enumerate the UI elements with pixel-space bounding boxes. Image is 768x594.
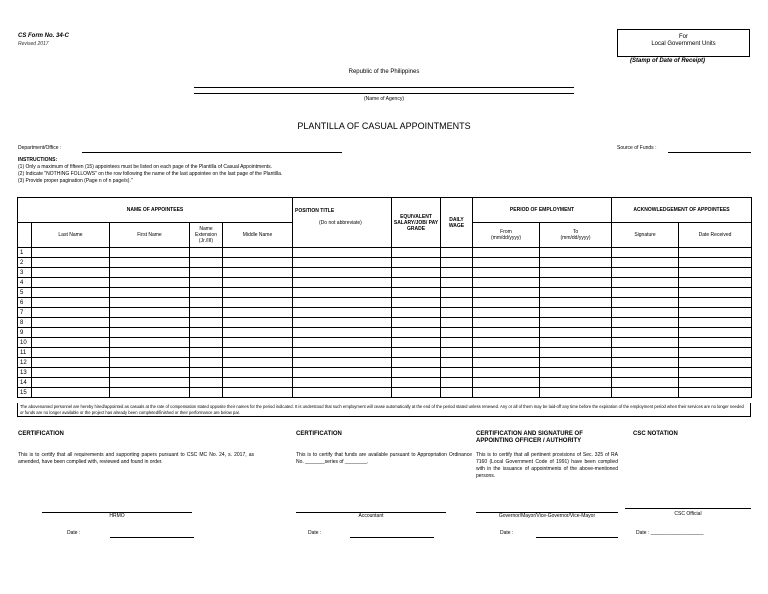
table-cell[interactable] [612,258,679,268]
table-cell[interactable] [392,328,441,338]
table-cell[interactable] [612,248,679,258]
table-cell[interactable] [190,248,223,258]
table-cell[interactable] [190,358,223,368]
first-name-header: First Name [110,223,190,248]
to-label: To [572,229,579,235]
table-cell[interactable] [540,268,612,278]
table-cell[interactable] [679,378,752,388]
table-cell[interactable] [190,348,223,358]
row-number: 13 [18,368,32,378]
table-cell[interactable] [473,248,540,258]
table-cell[interactable] [540,358,612,368]
row-number: 14 [18,378,32,388]
row-number: 9 [18,328,32,338]
cert-accountant-title: CERTIFICATION [296,431,342,437]
table-cell[interactable] [110,258,190,268]
table-cell[interactable] [32,248,110,258]
position-note: (Do not abbreviate) [319,220,362,226]
table-cell[interactable] [540,308,612,318]
row-number: 6 [18,298,32,308]
hrmo-label: HRMO [109,513,125,519]
table-cell[interactable] [441,288,473,298]
table-cell[interactable] [392,308,441,318]
table-cell[interactable] [679,298,752,308]
table-cell[interactable] [679,308,752,318]
table-cell[interactable] [223,268,293,278]
table-row [18,378,752,388]
department-label: Department/Office : [18,145,62,151]
table-cell[interactable] [293,258,392,268]
row-number: 4 [18,278,32,288]
table-cell[interactable] [679,318,752,328]
table-cell[interactable] [190,268,223,278]
lgu-box-line2: Local Government Units [651,41,716,47]
table-cell[interactable] [190,298,223,308]
table-cell[interactable] [441,388,473,398]
appointing-date-label: Date : [500,530,514,536]
table-cell[interactable] [32,298,110,308]
table-cell[interactable] [473,308,540,318]
row-number: 2 [18,258,32,268]
table-cell[interactable] [223,308,293,318]
table-cell[interactable] [190,278,223,288]
table-cell[interactable] [223,348,293,358]
table-cell[interactable] [32,318,110,328]
position-header: POSITION TITLE [295,208,335,214]
table-cell[interactable] [441,298,473,308]
period-header: PERIOD OF EMPLOYMENT [473,198,612,223]
table-cell[interactable] [392,368,441,378]
to-format: (mm/dd/yyyy) [560,235,591,241]
agency-line-1 [194,87,574,88]
table-row [18,308,752,318]
cert-accountant-body: This is to certify that funds are available pursuant to Appropriation Ordinance No. _______series of ________. [296,452,472,465]
cert-hrmo [18,431,254,466]
table-cell[interactable] [540,338,612,348]
table-cell[interactable] [441,368,473,378]
accountant-date-label: Date : [308,530,322,536]
to-header [540,223,612,248]
table-cell[interactable] [190,318,223,328]
ack-header: ACKNOWLEDGEMENT OF APPOINTEES [612,198,752,223]
csc-notation [633,431,751,438]
table-cell[interactable] [441,268,473,278]
table-cell[interactable] [32,268,110,278]
table-cell[interactable] [293,308,392,318]
table-cell[interactable] [392,358,441,368]
table-cell[interactable] [293,388,392,398]
table-cell[interactable] [441,328,473,338]
from-label: From [500,229,512,235]
table-cell[interactable] [540,328,612,338]
table-cell[interactable] [293,298,392,308]
table-row [18,388,752,398]
table-cell[interactable] [392,278,441,288]
table-cell[interactable] [392,248,441,258]
table-cell[interactable] [473,318,540,328]
hrmo-date-label: Date : [67,530,81,536]
table-cell[interactable] [190,378,223,388]
table-cell[interactable] [679,388,752,398]
table-cell[interactable] [473,328,540,338]
table-cell[interactable] [473,378,540,388]
table-cell[interactable] [223,328,293,338]
instruction-3: (3) Provide proper pagination (Page n of n page/s)." [18,178,133,184]
table-cell[interactable] [223,258,293,268]
row-number: 11 [18,348,32,358]
table-cell[interactable] [392,268,441,278]
row-number: 1 [18,248,32,258]
table-cell[interactable] [32,308,110,318]
row-number: 15 [18,388,32,398]
name-header: NAME OF APPOINTEES [18,198,293,223]
table-cell[interactable] [679,358,752,368]
table-cell[interactable] [293,248,392,258]
lgu-box [617,29,750,57]
lgu-box-line1: For [679,34,688,40]
table-cell[interactable] [190,288,223,298]
table-cell[interactable] [293,318,392,328]
table-cell[interactable] [223,318,293,328]
table-cell[interactable] [679,348,752,358]
table-cell[interactable] [540,388,612,398]
table-cell[interactable] [32,258,110,268]
table-cell[interactable] [473,388,540,398]
table-cell[interactable] [223,388,293,398]
table-cell[interactable] [32,348,110,358]
table-cell[interactable] [293,338,392,348]
table-cell[interactable] [110,298,190,308]
table-cell[interactable] [223,358,293,368]
cert-appointing [476,431,618,480]
appointing-date-field[interactable] [536,537,618,538]
agency-label: (Name of Agency) [363,96,405,102]
table-cell[interactable] [612,268,679,278]
table-cell[interactable] [441,348,473,358]
table-cell[interactable] [392,318,441,328]
department-field[interactable] [82,152,342,153]
extension-header: Name Extension (Jr./III) [190,223,223,248]
table-cell[interactable] [441,378,473,388]
table-cell[interactable] [441,358,473,368]
table-cell[interactable] [293,368,392,378]
table-cell[interactable] [32,288,110,298]
table-row [18,258,752,268]
cert-appointing-body: This is to certify that all pertinent provisions of Sec. 325 of RA 7160 (Local Government Code of 1991) have been complied with in the issuance of appointments of the above-mentioned persons. [476,452,618,479]
cert-appointing-title: CERTIFICATION AND SIGNATURE OF APPOINTING OFFICER / AUTHORITY [476,431,583,444]
row-number: 7 [18,308,32,318]
table-cell[interactable] [110,358,190,368]
table-cell[interactable] [110,368,190,378]
table-row [18,278,752,288]
table-cell[interactable] [441,308,473,318]
table-cell[interactable] [612,278,679,288]
table-row [18,298,752,308]
table-cell[interactable] [392,378,441,388]
form-revised: Revised 2017 [18,41,49,47]
middle-name-header: Middle Name [223,223,293,248]
csc-signature-line[interactable] [625,508,751,509]
table-cell[interactable] [540,348,612,358]
table-cell[interactable] [293,378,392,388]
table-body [18,248,752,398]
table-cell[interactable] [110,348,190,358]
table-cell[interactable] [110,318,190,328]
row-number: 5 [18,288,32,298]
table-cell[interactable] [540,288,612,298]
table-cell[interactable] [612,328,679,338]
csc-notation-title: CSC NOTATION [633,431,678,437]
table-cell[interactable] [679,338,752,348]
table-cell[interactable] [32,388,110,398]
table-row [18,248,752,258]
row-number: 10 [18,338,32,348]
table-cell[interactable] [32,378,110,388]
table-cell[interactable] [110,328,190,338]
accountant-label: Accountant [358,513,384,519]
table-cell[interactable] [473,368,540,378]
table-cell[interactable] [473,358,540,368]
instructions-title: INSTRUCTIONS: [18,157,58,163]
from-header [473,223,540,248]
page-title: PLANTILLA OF CASUAL APPOINTMENTS [297,121,471,131]
table-cell[interactable] [473,288,540,298]
table-cell[interactable] [679,368,752,378]
table-cell[interactable] [540,318,612,328]
table-cell[interactable] [679,288,752,298]
instruction-1: (1) Only a maximum of fifteen (15) appointees must be listed on each page of the Plantilla of Casual Appointments. [18,164,273,170]
republic-label: Republic of the Philippines [348,69,420,75]
table-cell[interactable] [612,288,679,298]
table-cell[interactable] [612,308,679,318]
table-cell[interactable] [612,338,679,348]
salary-header: EQUIVALENT SALARY/JOB/ PAY GRADE [392,198,441,248]
table-row [18,338,752,348]
table-cell[interactable] [32,338,110,348]
table-cell[interactable] [612,348,679,358]
table-cell[interactable] [32,358,110,368]
table-cell[interactable] [190,368,223,378]
table-cell[interactable] [32,328,110,338]
table-row [18,268,752,278]
table-cell[interactable] [473,338,540,348]
hrmo-date-field[interactable] [110,537,194,538]
accountant-date-field[interactable] [350,537,434,538]
table-cell[interactable] [679,268,752,278]
table-cell[interactable] [293,288,392,298]
table-cell[interactable] [223,288,293,298]
table-cell[interactable] [612,298,679,308]
table-cell[interactable] [392,298,441,308]
table-cell[interactable] [441,278,473,288]
table-cell[interactable] [441,338,473,348]
table-cell[interactable] [679,258,752,268]
table-row [18,358,752,368]
table-cell[interactable] [473,298,540,308]
table-cell[interactable] [110,248,190,258]
csc-official-label: CSC Official [674,511,702,517]
table-cell[interactable] [392,288,441,298]
table-row [18,318,752,328]
table-cell[interactable] [473,268,540,278]
table-cell[interactable] [612,378,679,388]
table-cell[interactable] [392,348,441,358]
cert-accountant [296,431,472,466]
table-cell[interactable] [32,368,110,378]
table-cell[interactable] [293,328,392,338]
table-cell[interactable] [473,348,540,358]
table-cell[interactable] [679,248,752,258]
last-name-header: Last Name [32,223,110,248]
table-cell[interactable] [223,248,293,258]
appointing-label: Governor/Mayor/Vice-Governor/Vice-Mayor [498,513,596,519]
stamp-label: (Stamp of Date of Receipt) [630,58,706,64]
table-row [18,368,752,378]
table-cell[interactable] [110,268,190,278]
date-received-header: Date Received [679,223,752,248]
csc-date-label[interactable]: Date : ___________________ [636,530,704,536]
table-cell[interactable] [612,368,679,378]
table-cell[interactable] [223,368,293,378]
table-cell[interactable] [540,298,612,308]
signature-header: Signature [612,223,679,248]
appointees-table [17,197,752,398]
from-format: (mm/dd/yyyy) [491,235,521,241]
table-cell[interactable] [392,388,441,398]
table-cell[interactable] [190,308,223,318]
source-funds-field[interactable] [668,152,751,153]
table-cell[interactable] [612,358,679,368]
table-cell[interactable] [441,318,473,328]
table-cell[interactable] [110,338,190,348]
table-cell[interactable] [540,248,612,258]
source-funds-label: Source of Funds : [617,145,657,151]
table-cell[interactable] [223,378,293,388]
table-cell[interactable] [293,268,392,278]
table-cell[interactable] [293,348,392,358]
table-cell[interactable] [473,258,540,268]
table-row [18,328,752,338]
table-cell[interactable] [110,288,190,298]
row-number: 12 [18,358,32,368]
table-cell[interactable] [612,318,679,328]
table-cell[interactable] [223,278,293,288]
row-number: 3 [18,268,32,278]
table-cell[interactable] [110,378,190,388]
table-cell[interactable] [190,338,223,348]
table-cell[interactable] [441,258,473,268]
table-cell[interactable] [441,248,473,258]
cert-hrmo-body: This is to certify that all requirements and supporting papers pursuant to CSC MC No. 24, s. 2017, as amended, have been complied with, reviewed and found in order. [18,452,254,465]
agency-line-2 [194,93,574,94]
table-cell[interactable] [223,298,293,308]
row-number: 8 [18,318,32,328]
table-cell[interactable] [110,388,190,398]
table-cell[interactable] [190,258,223,268]
table-cell[interactable] [679,278,752,288]
num-col-header [18,223,32,248]
footnote: The abovenamed personnel are hereby hired/appointed as casuals at the rate of compensation stated opposite their names for the period indicated. It is understood that such employment will cease automatically at the end of the period stated unless renewed. Any or all of them may be laid-off any time before the expiration of the employment period when their services are no longer needed or funds are no longer available or the project has already been completed/finished or their performance are below par. [17,403,751,417]
instruction-2: (2) Indicate "NOTHING FOLLOWS" on the row following the name of the last appointee on the last page of the Plantilla. [18,171,283,177]
table-cell[interactable] [110,278,190,288]
position-header-cell [293,198,392,248]
table-cell[interactable] [293,278,392,288]
table-cell[interactable] [540,278,612,288]
table-cell[interactable] [473,278,540,288]
table-cell[interactable] [540,378,612,388]
table-cell[interactable] [540,258,612,268]
table-cell[interactable] [392,338,441,348]
form-number: CS Form No. 34-C [18,33,70,39]
table-cell[interactable] [612,388,679,398]
table-cell[interactable] [190,328,223,338]
table-cell[interactable] [679,328,752,338]
cert-hrmo-title: CERTIFICATION [18,431,64,437]
table-cell[interactable] [223,338,293,348]
table-row [18,348,752,358]
table-cell[interactable] [32,278,110,288]
table-cell[interactable] [293,358,392,368]
table-cell[interactable] [110,308,190,318]
table-cell[interactable] [540,368,612,378]
table-row [18,288,752,298]
table-cell[interactable] [392,258,441,268]
wage-header: DAILY WAGE [441,198,473,248]
table-cell[interactable] [190,388,223,398]
